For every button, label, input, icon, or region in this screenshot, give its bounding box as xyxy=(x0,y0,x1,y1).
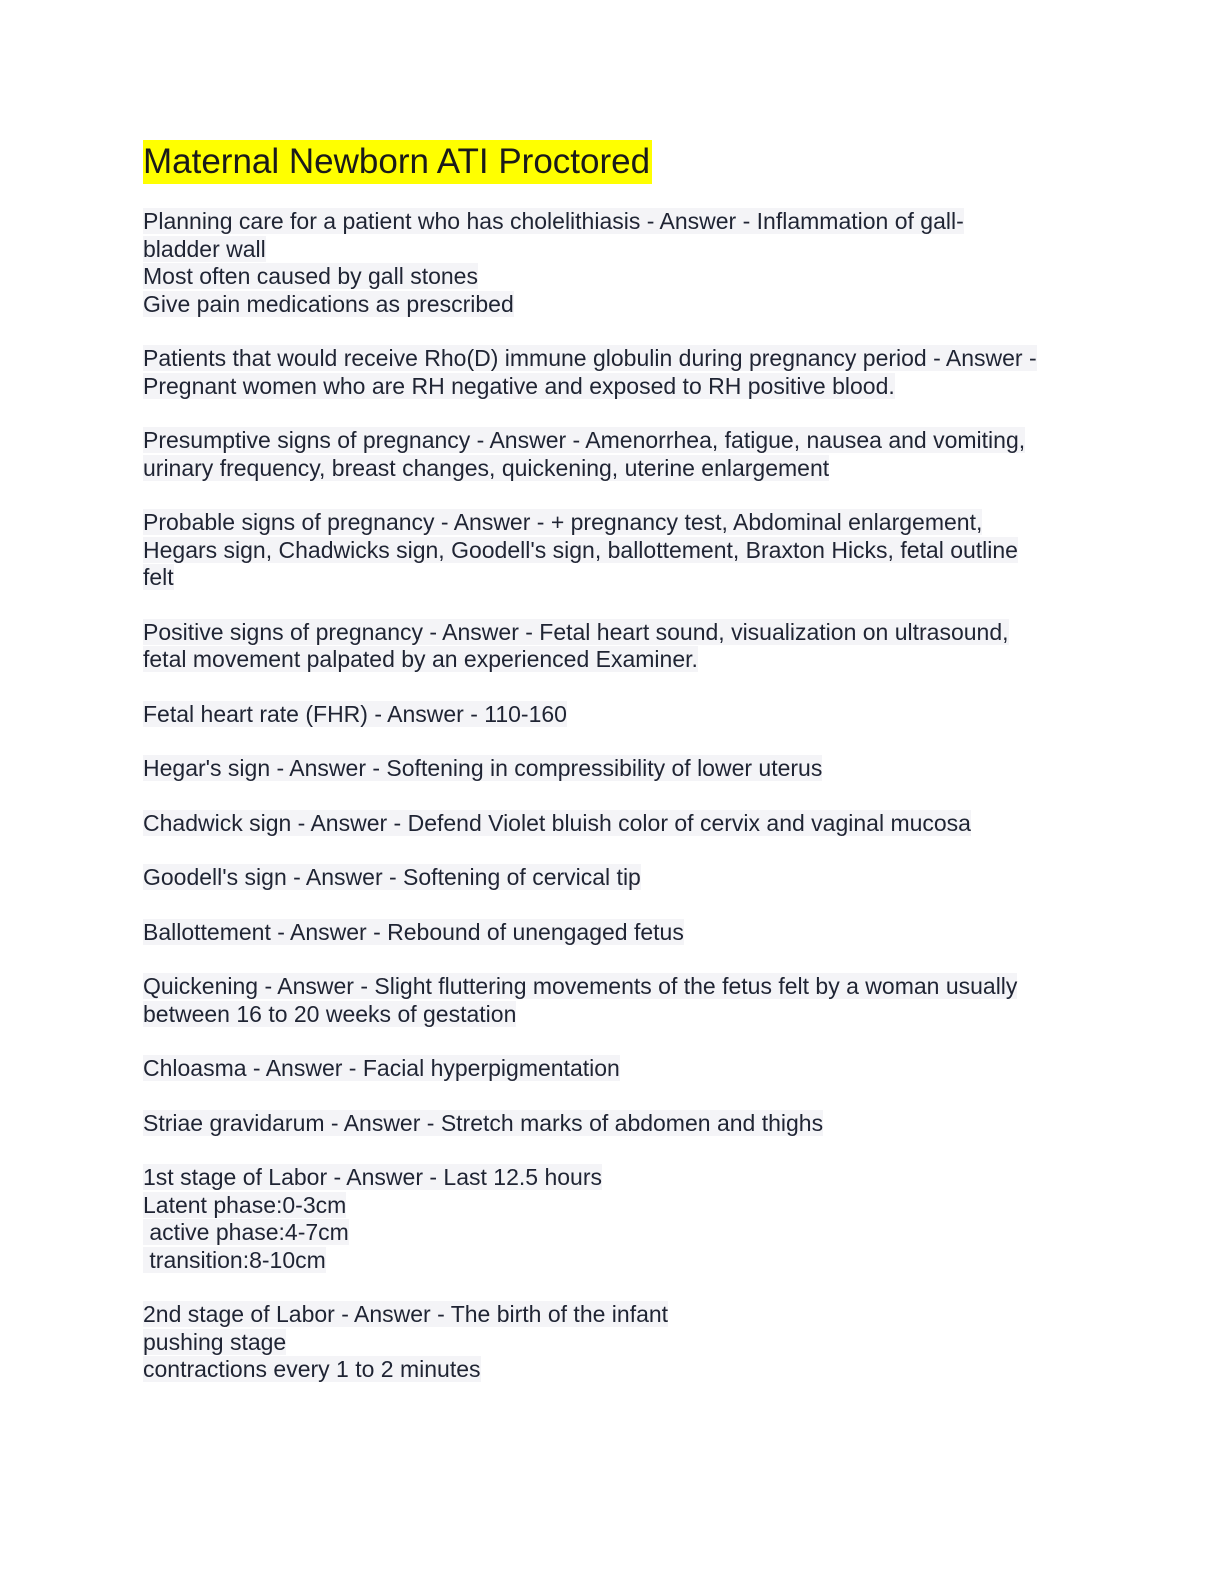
entry-line xyxy=(143,1110,1083,1138)
qa-entry xyxy=(143,755,1083,783)
qa-entry xyxy=(143,919,1083,947)
entry-line xyxy=(143,1356,1083,1384)
entry-line xyxy=(143,236,1083,264)
entry-line xyxy=(143,864,1083,892)
entry-line xyxy=(143,373,1083,401)
entry-line-text: felt xyxy=(143,564,174,590)
entry-line-text: Chadwick sign - Answer - Defend Violet bluish color of cervix and vaginal mucosa xyxy=(143,809,971,836)
entry-line xyxy=(143,509,1083,537)
entry-line-text: Most often caused by gall stones xyxy=(143,263,478,289)
entry-line-text: Pregnant women who are RH negative and exposed to RH positive blood. xyxy=(143,372,895,399)
entry-line-text: between 16 to 20 weeks of gestation xyxy=(143,1000,517,1027)
entry-line xyxy=(143,1192,1083,1220)
entry-line-text: Chloasma - Answer - Facial hyperpigmentation xyxy=(143,1055,620,1081)
qa-entry xyxy=(143,509,1083,592)
entry-line-text: pushing stage xyxy=(143,1328,287,1355)
entry-line xyxy=(143,291,1083,319)
entry-line-text: Hegar's sign - Answer - Softening in compressibility of lower uterus xyxy=(143,755,823,781)
entry-line-text: Latent phase:0-3cm xyxy=(143,1191,347,1218)
entry-line-text: contractions every 1 to 2 minutes xyxy=(143,1356,481,1382)
qa-entry xyxy=(143,864,1083,892)
document-page xyxy=(143,140,1083,1411)
qa-entry xyxy=(143,1301,1083,1384)
qa-entry xyxy=(143,1110,1083,1138)
entry-line xyxy=(143,619,1083,647)
entry-line xyxy=(143,755,1083,783)
entry-line-text: transition:8-10cm xyxy=(143,1246,326,1273)
entry-line-text: 2nd stage of Labor - Answer - The birth of the infant xyxy=(143,1301,669,1327)
entry-line xyxy=(143,810,1083,838)
entry-line xyxy=(143,701,1083,729)
entry-line xyxy=(143,455,1083,483)
entry-line-text: urinary frequency, breast changes, quickening, uterine enlargement xyxy=(143,454,830,481)
entry-line xyxy=(143,1055,1083,1083)
entry-line xyxy=(143,646,1083,674)
entry-line-text: Ballottement - Answer - Rebound of unengaged fetus xyxy=(143,918,684,945)
entry-line xyxy=(143,1164,1083,1192)
entry-line-text: Goodell's sign - Answer - Softening of cervical tip xyxy=(143,864,641,890)
entry-line xyxy=(143,973,1083,1001)
qa-entry xyxy=(143,345,1083,400)
entry-line-text: fetal movement palpated by an experienced Examiner. xyxy=(143,646,698,672)
entry-line xyxy=(143,263,1083,291)
entry-list xyxy=(143,208,1083,1384)
entry-line-text: Patients that would receive Rho(D) immune globulin during pregnancy period - Answer - xyxy=(143,345,1037,371)
entry-line-text: Positive signs of pregnancy - Answer - Fetal heart sound, visualization on ultrasound, xyxy=(143,618,1009,645)
entry-line xyxy=(143,427,1083,455)
entry-line xyxy=(143,919,1083,947)
entry-line-text: Presumptive signs of pregnancy - Answer - Amenorrhea, fatigue, nausea and vomiting, xyxy=(143,427,1026,453)
entry-line xyxy=(143,208,1083,236)
entry-line xyxy=(143,1247,1083,1275)
qa-entry xyxy=(143,973,1083,1028)
entry-line xyxy=(143,345,1083,373)
entry-line-text: Give pain medications as prescribed xyxy=(143,290,514,317)
qa-entry xyxy=(143,810,1083,838)
entry-line-text: Striae gravidarum - Answer - Stretch marks of abdomen and thighs xyxy=(143,1109,824,1136)
entry-line-text: Fetal heart rate (FHR) - Answer - 110-160 xyxy=(143,700,567,727)
entry-line xyxy=(143,1001,1083,1029)
qa-entry xyxy=(143,1055,1083,1083)
entry-line-text: Probable signs of pregnancy - Answer - + pregnancy test, Abdominal enlargement, xyxy=(143,509,983,535)
qa-entry xyxy=(143,1164,1083,1274)
entry-line-text: 1st stage of Labor - Answer - Last 12.5 hours xyxy=(143,1164,602,1190)
qa-entry xyxy=(143,427,1083,482)
entry-line xyxy=(143,1329,1083,1357)
entry-line xyxy=(143,1219,1083,1247)
qa-entry xyxy=(143,619,1083,674)
document-title: Maternal Newborn ATI Proctored xyxy=(143,140,652,184)
qa-entry xyxy=(143,208,1083,318)
entry-line-text: bladder wall xyxy=(143,235,266,262)
entry-line-text: active phase:4-7cm xyxy=(143,1219,349,1245)
entry-line-text: Hegars sign, Chadwicks sign, Goodell's sign, ballottement, Braxton Hicks, fetal outline xyxy=(143,536,1018,563)
entry-line xyxy=(143,564,1083,592)
entry-line-text: Planning care for a patient who has cholelithiasis - Answer - Inflammation of gall- xyxy=(143,208,964,234)
entry-line-text: Quickening - Answer - Slight fluttering movements of the fetus felt by a woman usually xyxy=(143,973,1018,999)
qa-entry xyxy=(143,701,1083,729)
entry-line xyxy=(143,1301,1083,1329)
entry-line xyxy=(143,537,1083,565)
